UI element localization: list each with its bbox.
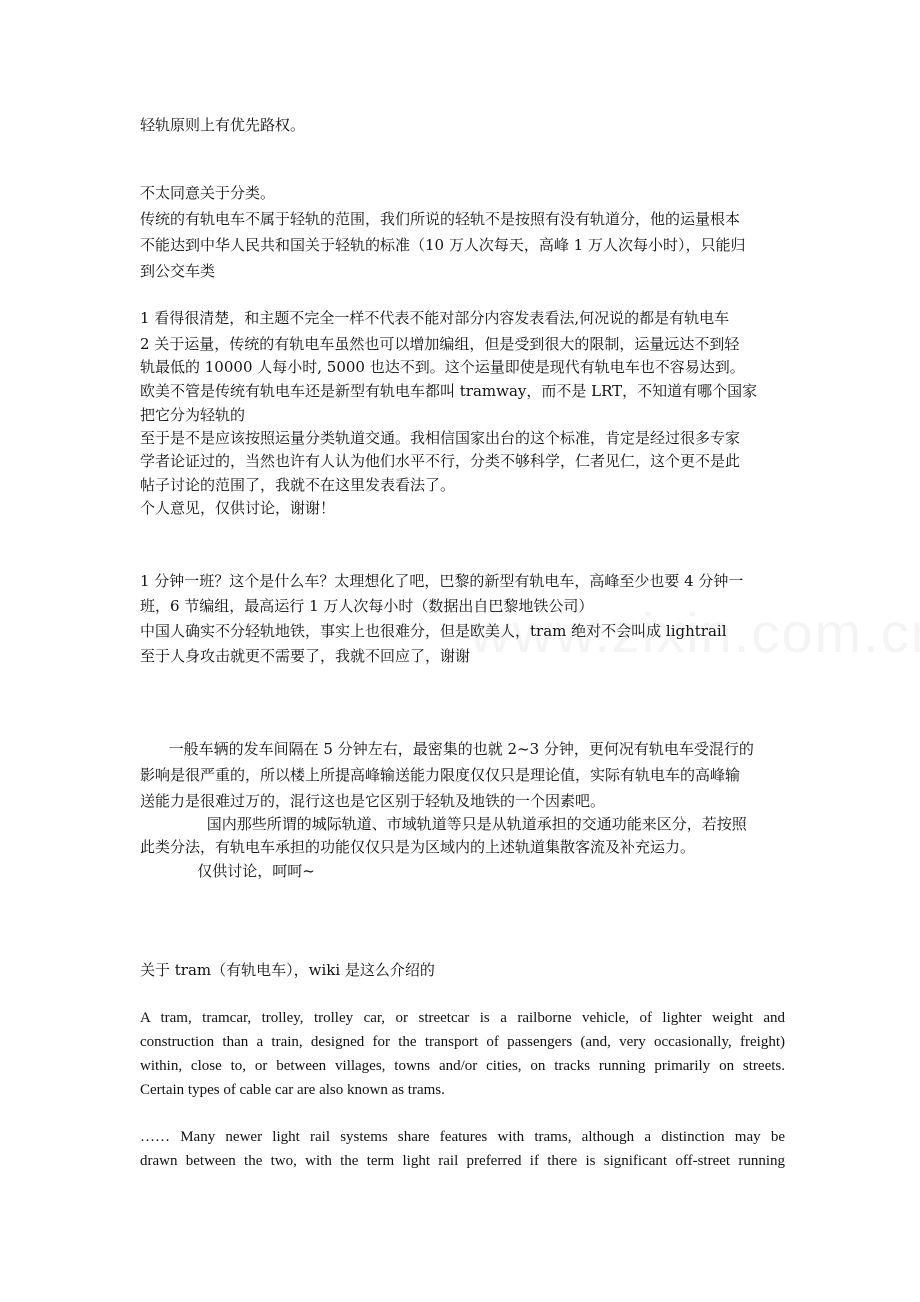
text-line: 学者论证过的，当然也许有人认为他们水平不行，分类不够科学，仁者见仁，这个更不是此 <box>140 452 741 470</box>
text-line: 轻轨原则上有优先路权。 <box>140 116 306 134</box>
text-line: 欧美不管是传统有轨电车还是新型有轨电车都叫 tramway，而不是 LRT，不知道有哪个国家 <box>140 382 758 400</box>
text-line: Certain types of cable car are also known as trams. <box>140 1082 445 1098</box>
text-line: 至于人身攻击就更不需要了，我就不回应了，谢谢 <box>140 647 471 665</box>
text-line: 把它分为轻轨的 <box>140 406 246 424</box>
text-line: 送能力是很难过万的，混行这也是它区别于轻轨及地铁的一个因素吧。 <box>140 792 606 810</box>
text-line: 帖子讨论的范围了，我就不在这里发表看法了。 <box>140 476 456 494</box>
text-line: …… Many newer light rail systems share features with trams, although a distinction may be <box>140 1129 785 1145</box>
text-line: 此类分法，有轨电车承担的功能仅仅只是为区域内的上述轨道集散客流及补充运力。 <box>140 838 696 856</box>
text-line: 到公交车类 <box>140 262 216 280</box>
text-line: 至于是不是应该按照运量分类轨道交通。我相信国家出台的这个标准，肯定是经过很多专家 <box>140 429 741 447</box>
text-line: 不太同意关于分类。 <box>140 184 276 202</box>
text-line: 班，6 节编组，最高运行 1 万人次每小时（数据出自巴黎地铁公司） <box>140 597 594 615</box>
text-line: 中国人确实不分轻轨地铁，事实上也很难分，但是欧美人，tram 绝对不会叫成 lightrail <box>140 622 727 640</box>
text-line: 不能达到中华人民共和国关于轻轨的标准（10 万人次每天，高峰 1 万人次每小时），只能归 <box>140 236 746 254</box>
text-line: 仅供讨论，呵呵~ <box>140 862 315 880</box>
text-line: 一般车辆的发车间隔在 5 分钟左右，最密集的也就 2~3 分钟，更何况有轨电车受混行的 <box>140 740 754 758</box>
text-line: 1 分钟一班？这个是什么车？太理想化了吧，巴黎的新型有轨电车，高峰至少也要 4 分钟一 <box>140 572 744 590</box>
text-line: 传统的有轨电车不属于轻轨的范围，我们所说的轻轨不是按照有没有轨道分，他的运量根本 <box>140 210 741 228</box>
text-line: 影响是很严重的，所以楼上所提高峰输送能力限度仅仅只是理论值，实际有轨电车的高峰输 <box>140 766 741 784</box>
text-line: 关于 tram（有轨电车），wiki 是这么介绍的 <box>140 961 435 979</box>
text-line: drawn between the two, with the term light rail preferred if there is significant off-street running <box>140 1153 785 1169</box>
text-line: 国内那些所谓的城际轨道、市域轨道等只是从轨道承担的交通功能来区分，若按照 <box>140 815 747 833</box>
text-line: 2 关于运量，传统的有轨电车虽然也可以增加编组，但是受到很大的限制，运量远达不到轻 <box>140 335 740 353</box>
text-line: 个人意见，仅供讨论，谢谢！ <box>140 499 336 517</box>
text-line: within, close to, or between villages, towns and/or cities, on tracks running primarily on streets. <box>140 1058 785 1074</box>
text-line: A tram, tramcar, trolley, trolley car, or streetcar is a railborne vehicle, of lighter weight and <box>140 1010 785 1026</box>
text-line: 1 看得很清楚，和主题不完全一样不代表不能对部分内容发表看法,何况说的都是有轨电车 <box>140 309 730 327</box>
text-line: 轨最低的 10000 人每小时, 5000 也达不到。这个运量即使是现代有轨电车也不容易达到。 <box>140 358 745 376</box>
text-line: construction than a train, designed for the transport of passengers (and, very occasionally, freight) <box>140 1034 785 1050</box>
